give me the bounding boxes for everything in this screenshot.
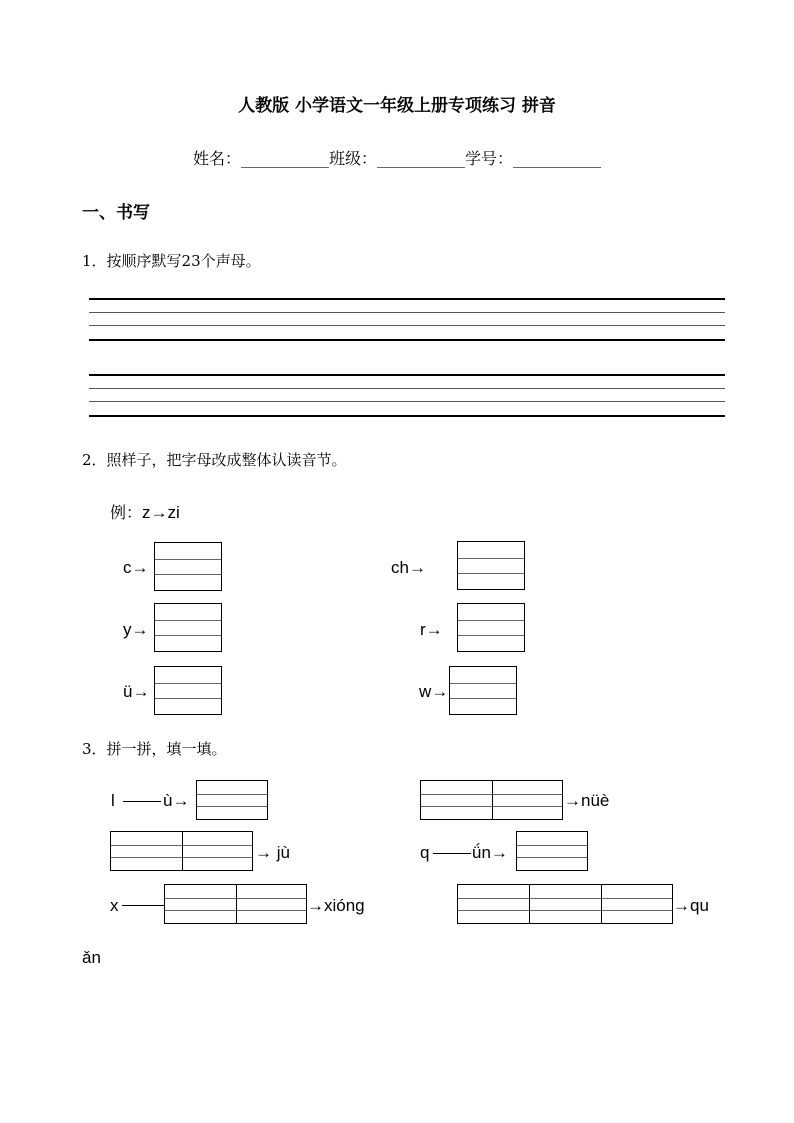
writing-grid-2 [89, 374, 725, 416]
item-y: y→ [123, 620, 149, 639]
answer-box[interactable] [449, 666, 517, 715]
q3-item-1-final: ù→ [163, 791, 190, 810]
item-u-umlaut: ü→ [123, 682, 150, 701]
q3-item-1-initial: l [111, 791, 115, 810]
question-3: 3．拼一拼，填一填。 [82, 740, 227, 758]
answer-box[interactable] [516, 831, 588, 871]
item-w: w→ [419, 682, 449, 701]
connector-line [123, 801, 161, 802]
class-label: 班级： [328, 149, 377, 168]
class-blank: ___________ [377, 149, 465, 168]
q3-item-3-result: → jù [255, 843, 290, 862]
answer-box-double[interactable] [164, 884, 307, 924]
connector-line [122, 905, 164, 906]
q3-item-2-result: →nüè [564, 791, 610, 810]
name-label: 姓名： [192, 149, 241, 168]
id-label: 学号： [465, 149, 514, 168]
item-c: c→ [123, 558, 149, 577]
id-blank: ___________ [513, 149, 602, 168]
connector-line [433, 853, 471, 854]
answer-box-double[interactable] [110, 831, 253, 871]
q3-item-6-result: →qu [673, 896, 709, 915]
answer-box-double[interactable] [420, 780, 563, 820]
item-ch: ch→ [391, 558, 426, 577]
answer-box[interactable] [154, 542, 222, 591]
q3-item-5-initial: x [110, 896, 119, 915]
answer-box[interactable] [457, 603, 525, 652]
example [110, 500, 180, 523]
student-info-line [0, 146, 794, 169]
question-1: 1．按顺序默写23个声母。 [82, 252, 261, 270]
q3-trailing-syllable: ǎn [82, 948, 101, 967]
answer-box[interactable] [154, 603, 222, 652]
answer-box[interactable] [196, 780, 268, 820]
answer-box-triple[interactable] [457, 884, 673, 924]
question-2: 2．照样子，把字母改成整体认读音节。 [82, 451, 347, 469]
name-blank: ___________ [240, 149, 329, 168]
item-r: r→ [420, 620, 443, 639]
q3-item-5-result: →xióng [307, 896, 365, 915]
example-label: 例： [110, 503, 143, 522]
answer-box[interactable] [457, 541, 525, 590]
writing-grid-1 [89, 298, 725, 340]
page-title: 人教版 小学语文一年级上册专项练习 拼音 [238, 96, 556, 116]
q3-item-4-final: ǘn→ [472, 843, 508, 862]
example-value: z→zi [142, 503, 180, 522]
q3-item-4-initial: q [420, 843, 430, 862]
answer-box[interactable] [154, 666, 222, 715]
section-title: 一、书写 [82, 203, 150, 223]
